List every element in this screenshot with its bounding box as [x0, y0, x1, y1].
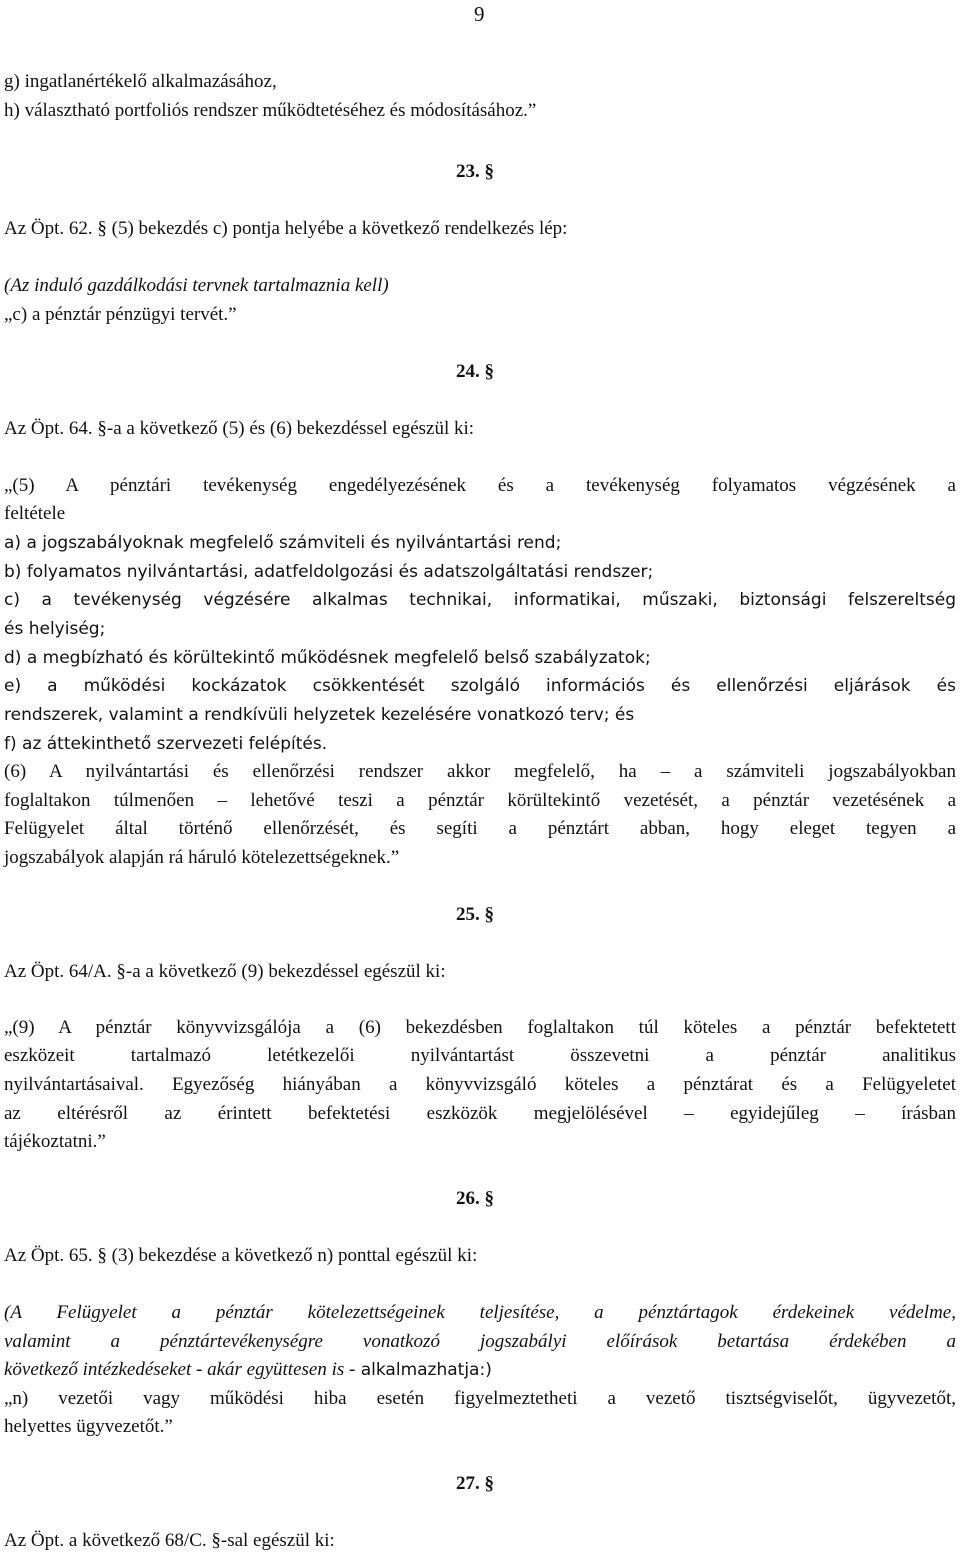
text-line: Az Öpt. 62. § (5) bekezdés c) pontja helyébe a következő rendelkezés lép: — [4, 218, 568, 239]
text-line: „c) a pénztár pénzügyi tervét.” — [4, 304, 237, 325]
text-line: és helyiség; — [4, 619, 106, 639]
text-line: a) a jogszabályoknak megfelelő számviteli és nyilvántartási rend; — [4, 533, 562, 553]
text-line-italic: (A Felügyelet a pénztár kötelezettségeinek teljesítése, a pénztártagok érdekeinek védelme, — [4, 1302, 956, 1323]
text-line: „n) vezetői vagy működési hiba esetén figyelmeztetheti a vezető tisztségviselőt, ügyvezetőt, — [4, 1388, 956, 1409]
section-heading-26: 26. § — [456, 1188, 494, 1209]
page-number: 9 — [474, 2, 485, 26]
text-line: Az Öpt. 64. §-a a következő (5) és (6) bekezdéssel egészül ki: — [4, 418, 475, 439]
section-heading-24: 24. § — [456, 361, 494, 382]
text-line: Az Öpt. 64/A. §-a a következő (9) bekezdéssel egészül ki: — [4, 961, 446, 982]
text-line: tájékoztatni.” — [4, 1131, 106, 1152]
text-line: az eltérésről az érintett befektetési eszközök megjelölésével – egyidejűleg – írásban — [4, 1103, 956, 1124]
text-line-italic: (Az induló gazdálkodási tervnek tartalmaznia kell) — [4, 275, 389, 296]
text-line — [4, 1357, 956, 1383]
text-line: h) választható portfoliós rendszer működtetéséhez és módosításához.” — [4, 100, 537, 121]
section-heading-23: 23. § — [456, 161, 494, 182]
text-line: eszközeit tartalmazó letétkezelői nyilvántartást összevetni a pénztár analitikus — [4, 1045, 956, 1066]
text-line: foglaltakon túlmenően – lehetővé teszi a pénztár körültekintő vezetését, a pénztár vezetésének a — [4, 790, 956, 811]
text-line: c) a tevékenység végzésére alkalmas technikai, informatikai, műszaki, biztonsági felszereltség — [4, 590, 956, 610]
text-line: Felügyelet által történő ellenőrzését, és segíti a pénztárt abban, hogy eleget tegyen a — [4, 818, 956, 839]
section-heading-27: 27. § — [456, 1473, 494, 1494]
text-line: helyettes ügyvezetőt.” — [4, 1416, 173, 1437]
text-line: „(5) A pénztári tevékenység engedélyezésének és a tevékenység folyamatos végzésének a — [4, 475, 956, 496]
text-line-italic: valamint a pénztártevékenységre vonatkozó jogszabályi előírások betartása érdekében a — [4, 1331, 956, 1352]
text-line: rendszerek, valamint a rendkívüli helyzetek kezelésére vonatkozó terv; és — [4, 705, 635, 725]
text-line: d) a megbízható és körültekintő működésnek megfelelő belső szabályzatok; — [4, 648, 651, 668]
text-line: feltétele — [4, 503, 66, 524]
text-line: b) folyamatos nyilvántartási, adatfeldolgozási és adatszolgáltatási rendszer; — [4, 562, 654, 582]
text-line: Az Öpt. a következő 68/C. §-sal egészül ki: — [4, 1530, 335, 1551]
text-line: jogszabályok alapján rá háruló kötelezettségeknek.” — [4, 847, 400, 868]
text-line: (6) A nyilvántartási és ellenőrzési rendszer akkor megfelelő, ha – a számviteli jogszabályokban — [4, 761, 956, 782]
text-line: nyilvántartásaival. Egyezőség hiányában a könyvvizsgáló köteles a pénztárat és a Felügyeletet — [4, 1074, 956, 1095]
text-line: f) az áttekinthető szervezeti felépítés. — [4, 734, 328, 754]
section-heading-25: 25. § — [456, 904, 494, 925]
text-span-italic: következő intézkedéseket - akár együttesen is - — [4, 1359, 356, 1380]
text-line: e) a működési kockázatok csökkentését szolgáló információs és ellenőrzési eljárások és — [4, 676, 956, 696]
text-span: alkalmazhatja:) — [355, 1360, 492, 1380]
text-line: „(9) A pénztár könyvvizsgálója a (6) bekezdésben foglaltakon túl köteles a pénztár befektetett — [4, 1017, 956, 1038]
text-line: Az Öpt. 65. § (3) bekezdése a következő n) ponttal egészül ki: — [4, 1245, 478, 1266]
text-line: g) ingatlanértékelő alkalmazásához, — [4, 71, 277, 92]
